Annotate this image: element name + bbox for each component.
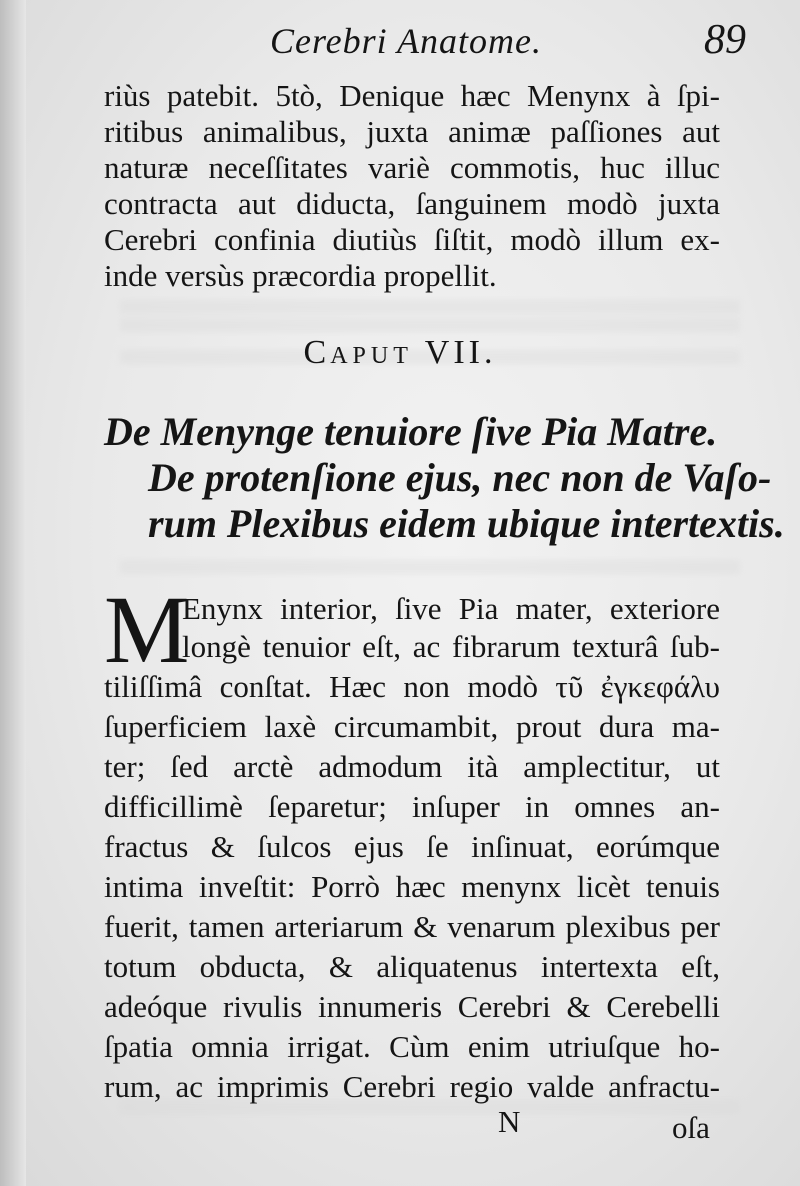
chapter-heading-small: APUT	[330, 343, 413, 369]
body-line: Enynx interior, ſive Pia mater, exteriore	[182, 591, 720, 626]
body-line: fuerit, tamen arteriarum & venarum plexibus per	[104, 909, 720, 944]
body-line: ſuperficiem laxè circumambit, prout dura ma-	[104, 709, 720, 744]
running-title: Cerebri Anatome.	[270, 21, 542, 61]
catchword: oſa	[672, 1110, 710, 1145]
chapter-title-line: De protenſione ejus, nec non de Vaſo-	[148, 455, 772, 500]
chapter-title-line: De Menynge tenuiore ſive Pia Matre.	[104, 409, 718, 454]
bleed-through	[120, 560, 740, 574]
body-line: rum, ac imprimis Cerebri regio valde anfractu-	[104, 1069, 720, 1104]
chapter-heading-cap: C	[303, 334, 331, 371]
body-line: adeóque rivulis innumeris Cerebri & Cerebelli	[104, 989, 720, 1024]
body-line: fractus & ſulcos ejus ſe inſinuat, eorúmque	[104, 829, 720, 864]
bleed-through	[120, 300, 740, 314]
text-line: Cerebri confinia diutiùs ſiſtit, modò illum ex-	[104, 222, 720, 257]
body-line: longè tenuior eſt, ac fibrarum texturâ ſub-	[182, 629, 720, 664]
text-line: inde versùs præcordia propellit.	[104, 258, 497, 293]
chapter-number: VII.	[424, 334, 497, 371]
text-line: riùs patebit. 5tò, Denique hæc Menynx à ſpi-	[104, 78, 720, 113]
signature-mark: N	[498, 1104, 521, 1139]
body-line: difficillimè ſeparetur; inſuper in omnes an-	[104, 789, 720, 824]
chapter-title-line: rum Plexibus eidem ubique intertextis.	[148, 501, 785, 546]
drop-capital: M	[104, 576, 190, 683]
text-line: ritibus animalibus, juxta animæ paſſiones aut	[104, 114, 720, 149]
body-line: ſpatia omnia irrigat. Cùm enim utriuſque ho-	[104, 1029, 720, 1064]
page-header	[0, 12, 800, 72]
text-line: naturæ neceſſitates variè commotis, huc illuc	[104, 150, 720, 185]
chapter-heading	[0, 334, 800, 372]
body-line: intima inveſtit: Porrò hæc menynx licèt tenuis	[104, 869, 720, 904]
page-number: 89	[704, 17, 746, 63]
page-gutter-shadow	[0, 0, 26, 1186]
body-line: ter; ſed arctè admodum ità amplectitur, ut	[104, 749, 720, 784]
text-line: contracta aut diducta, ſanguinem modò juxta	[104, 186, 720, 221]
body-line: totum obducta, & aliquatenus intertexta eſt,	[104, 949, 720, 984]
bleed-through	[120, 318, 740, 332]
body-line: tiliſſimâ conſtat. Hæc non modò τῦ ἐγκεφάλυ	[104, 669, 720, 704]
